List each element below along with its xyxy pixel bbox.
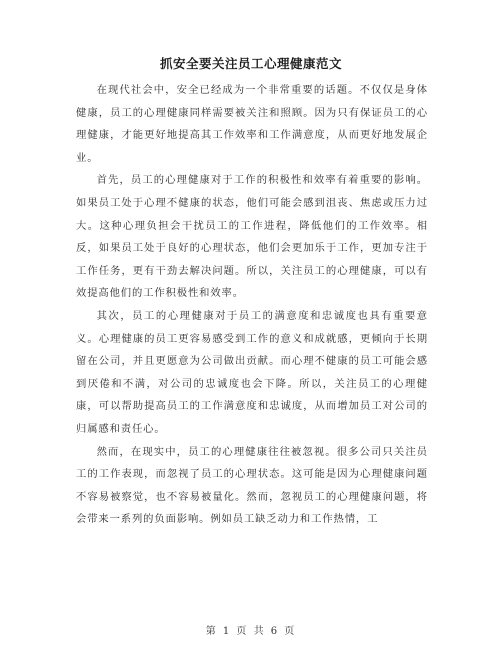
paragraph: 在现代社会中，安全已经成为一个非常重要的话题。不仅仅是身体健康，员工的心理健康同样需要被关注和照顾。因为只有保证员工的心理健康，才能更好地提高其工作效率和工作满意度，从而更好地发展企业。 <box>76 84 428 164</box>
page-footer: 第 1 页 共 6 页 <box>205 626 297 637</box>
paragraph: 首先，员工的心理健康对于工作的积极性和效率有着重要的影响。如果员工处于心理不健康的状态，他们可能会感到沮丧、焦虑或压力过大。这种心理负担会干扰员工的工作进程，降低他们的工作效率。相反，如果员工处于良好的心理状态，他们会更加乐于工作，更加专注于工作任务，更有干劲去解决问题。所以，关注员工的心理健康，可以有效提高他们的工作积极性和效率。 <box>76 174 428 300</box>
document-title: 抓安全要关注员工心理健康范文 <box>159 56 342 71</box>
document-body <box>76 79 428 531</box>
paragraph: 然而，在现实中，员工的心理健康往往被忽视。很多公司只关注员工的工作表现，而忽视了员工的心理状态。这可能是因为心理健康问题不容易被察觉，也不容易被量化。然而，忽视员工的心理健康问题，将会带来一系列的负面影响。例如员工缺乏动力和工作热情，工 <box>76 445 428 526</box>
paragraph: 其次，员工的心理健康对于员工的满意度和忠诚度也具有重要意义。心理健康的员工更容易感受到工作的意义和成就感，更倾向于长期留在公司，并且更愿意为公司做出贡献。而心理不健康的员工可能会感到厌倦和不满，对公司的忠诚度也会下降。所以，关注员工的心理健康，可以帮助提高员工的工作满意度和忠诚度，从而增加员工对公司的归属感和责任心。 <box>76 309 428 435</box>
